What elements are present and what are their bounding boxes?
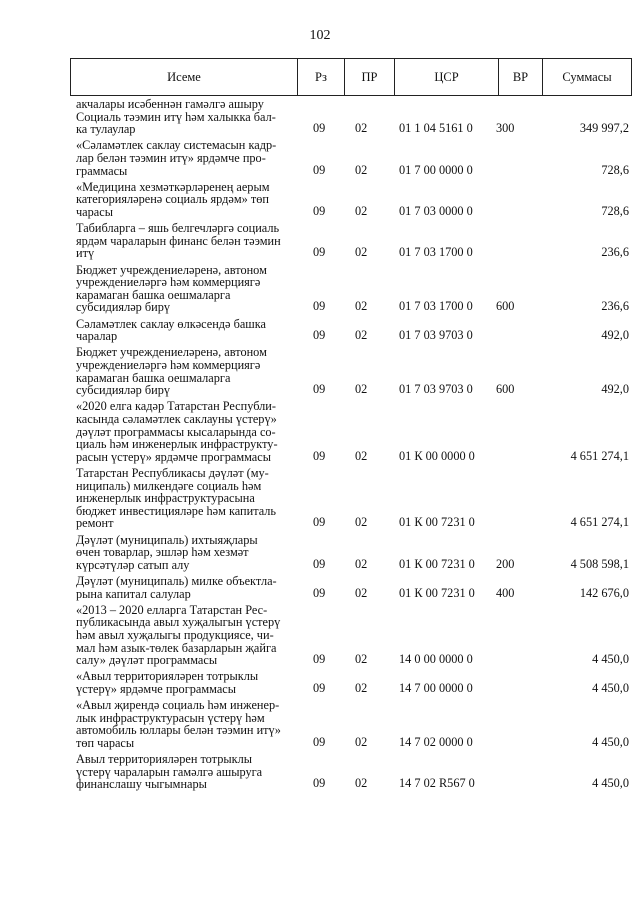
row-name: [76, 111, 294, 136]
row-rz: 09: [313, 556, 326, 571]
row-name-line: финанслашу чыгымнары: [76, 777, 207, 792]
row-sum: 4 651 274,1: [570, 515, 629, 530]
row-rz: 09: [313, 328, 326, 343]
row-csr: 01 К 00 0000 0: [399, 448, 475, 463]
row-name: [76, 264, 294, 314]
row-name-line: мал һәм азык-төлек базарларын җайга: [76, 640, 277, 655]
row-rz: 09: [313, 382, 326, 397]
page-number: 102: [309, 28, 331, 43]
row-pr: 02: [355, 121, 368, 136]
row-name: [76, 222, 294, 260]
row-csr: 14 0 00 0000 0: [399, 652, 473, 667]
row-pr: 02: [355, 203, 368, 218]
row-csr: 14 7 00 0000 0: [399, 680, 473, 695]
row-sum: 728,6: [601, 203, 629, 218]
row-name-line: «Авыл җирендә социаль һәм инженер-: [76, 698, 280, 713]
row-rz: 09: [313, 776, 326, 791]
row-vr: 600: [496, 299, 515, 314]
row-name-line: Дәүләт (муниципаль) ихтыяҗлары: [76, 532, 258, 547]
row-rz: 09: [313, 203, 326, 218]
row-name-line: автомобиль юллары белән тәэмин итү»: [76, 723, 281, 738]
row-name-line: Табибларга – яшь белгечләргә социаль: [76, 221, 280, 236]
row-name-line: «Медицина хезмәткәрләренең аерым: [76, 179, 270, 194]
row-vr: 200: [496, 556, 515, 571]
row-vr: 600: [496, 382, 515, 397]
row-sum: 4 450,0: [592, 734, 629, 749]
row-rz: 09: [313, 121, 326, 136]
row-name: [76, 139, 294, 177]
row-name-line: расын үстерү» ярдәмче программасы: [76, 449, 271, 464]
row-name: [76, 467, 294, 530]
row-name-line: чаралар: [76, 329, 118, 344]
row-pr: 02: [355, 245, 368, 260]
row-name-line: рына капитал салулар: [76, 586, 191, 601]
row-name-line: Бюджет учреждениеләренә, автоном: [76, 262, 267, 277]
row-name-line: итү: [76, 246, 95, 261]
row-pr: 02: [355, 556, 368, 571]
row-rz: 09: [313, 245, 326, 260]
row-name: [76, 98, 294, 111]
row-name-line: ниципаль) милкендәге социаль һәм: [76, 478, 262, 493]
row-name: [76, 699, 294, 749]
header-csr: ЦСР: [395, 59, 499, 95]
row-name: [76, 181, 294, 219]
row-rz: 09: [313, 162, 326, 177]
row-name-line: касында сәламәтлек саклауны үстерү»: [76, 411, 277, 426]
table-header: [70, 58, 632, 96]
row-rz: 09: [313, 515, 326, 530]
row-name-line: учреждениеләргә һәм коммерциягә: [76, 357, 261, 372]
row-name-line: өчен товарлар, эшләр һәм хезмәт: [76, 545, 249, 560]
row-name-line: Татарстан Республикасы дәүләт (му-: [76, 466, 269, 480]
row-name-line: граммасы: [76, 163, 128, 178]
row-name: [76, 604, 294, 667]
row-name-line: Сәламәтлек саклау өлкәсендә башка: [76, 316, 267, 331]
row-sum: 4 450,0: [592, 680, 629, 695]
row-name-line: күрсәтүләр сатып алу: [76, 557, 190, 572]
row-name-line: лар белән тәэмин итү» ярдәмче про-: [76, 150, 266, 165]
row-sum: 349 997,2: [579, 121, 629, 136]
row-csr: 01 7 03 1700 0: [399, 245, 473, 260]
row-name-line: субсидияләр бирү: [76, 383, 171, 398]
header-pr: ПР: [345, 59, 395, 95]
row-sum: 492,0: [601, 328, 629, 343]
row-name: [76, 346, 294, 396]
row-name-line: «2013 – 2020 елларга Татарстан Рес-: [76, 602, 268, 617]
row-pr: 02: [355, 382, 368, 397]
row-name-line: карамаган башка оешмаларга: [76, 370, 231, 385]
row-name-line: инженерлык инфраструктурасына: [76, 491, 255, 506]
row-csr: 01 1 04 5161 0: [399, 121, 473, 136]
row-csr: 01 К 00 7231 0: [399, 585, 475, 600]
row-vr: 400: [496, 585, 515, 600]
row-name-line: ка тулаулар: [76, 122, 136, 137]
row-name-line: үстерү» ярдәмче программасы: [76, 681, 236, 696]
row-name-line: «Сәламәтлек саклау системасын кадр-: [76, 138, 277, 153]
row-name-line: «Авыл территорияләрен тотрыклы: [76, 669, 259, 684]
row-name-line: Социаль тәэмин итү һәм халыкка бал-: [76, 109, 276, 124]
row-name-line: Бюджет учреждениеләренә, автоном: [76, 345, 267, 360]
row-sum: 492,0: [601, 382, 629, 397]
row-pr: 02: [355, 299, 368, 314]
row-sum: 4 508 598,1: [570, 556, 629, 571]
row-name: [76, 575, 294, 600]
row-pr: 02: [355, 734, 368, 749]
row-csr: 01 К 00 7231 0: [399, 556, 475, 571]
row-name-line: циаль һәм инженерлык инфраструкту-: [76, 437, 278, 452]
row-rz: 09: [313, 734, 326, 749]
row-rz: 09: [313, 299, 326, 314]
row-pr: 02: [355, 585, 368, 600]
row-csr: 01 К 00 7231 0: [399, 515, 475, 530]
row-rz: 09: [313, 652, 326, 667]
row-sum: 142 676,0: [579, 585, 629, 600]
row-name: [76, 670, 294, 695]
row-csr: 01 7 00 0000 0: [399, 162, 473, 177]
row-name-line: учреждениеләргә һәм коммерциягә: [76, 275, 261, 290]
row-name-line: субсидияләр бирү: [76, 300, 171, 315]
row-pr: 02: [355, 515, 368, 530]
row-sum: 236,6: [601, 299, 629, 314]
row-sum: 4 450,0: [592, 652, 629, 667]
header-vr: ВР: [499, 59, 543, 95]
row-pr: 02: [355, 652, 368, 667]
row-rz: 09: [313, 680, 326, 695]
row-name-line: акчалары исәбеннән гамәлгә ашыру: [76, 97, 264, 111]
row-name-line: дәүләт программасы кысаларында со-: [76, 424, 276, 439]
row-csr: 14 7 02 R567 0: [399, 776, 475, 791]
row-pr: 02: [355, 680, 368, 695]
row-pr: 02: [355, 328, 368, 343]
row-name-line: ремонт: [76, 516, 114, 531]
row-sum: 4 651 274,1: [570, 448, 629, 463]
row-csr: 01 7 03 9703 0: [399, 328, 473, 343]
row-csr: 01 7 03 9703 0: [399, 382, 473, 397]
row-name-line: чарасы: [76, 204, 113, 219]
header-sum: Суммасы: [562, 69, 612, 84]
row-rz: 09: [313, 448, 326, 463]
header-rz: Рз: [298, 59, 345, 95]
row-vr: 300: [496, 121, 515, 136]
row-name-line: төп чарасы: [76, 735, 135, 750]
row-name-line: категорияләренә социаль ярдәм» төп: [76, 192, 269, 207]
row-csr: 01 7 03 0000 0: [399, 203, 473, 218]
row-pr: 02: [355, 448, 368, 463]
row-name: [76, 534, 294, 572]
row-name-line: һәм авыл хуҗалыгы продукциясе, чи-: [76, 627, 274, 642]
row-csr: 14 7 02 0000 0: [399, 734, 473, 749]
row-pr: 02: [355, 162, 368, 177]
row-sum: 728,6: [601, 162, 629, 177]
row-name-line: публикасында авыл хуҗалыгын үстерү: [76, 615, 281, 630]
row-rz: 09: [313, 585, 326, 600]
row-name-line: карамаган башка оешмаларга: [76, 287, 231, 302]
row-name-line: бюджет инвестицияләре һәм капиталь: [76, 503, 277, 518]
row-name-line: Авыл территорияләрен тотрыклы: [76, 752, 252, 767]
row-name: [76, 318, 294, 343]
row-name-line: салу» дәүләт программасы: [76, 653, 218, 668]
row-name-line: Дәүләт (муниципаль) милке объектла-: [76, 574, 277, 588]
row-name-line: ярдәм чараларын финанс белән тәэмин: [76, 233, 281, 248]
row-sum: 4 450,0: [592, 776, 629, 791]
row-name-line: лык инфраструктурасын үстерү һәм: [76, 710, 265, 725]
header-name: Исеме: [71, 59, 298, 95]
row-sum: 236,6: [601, 245, 629, 260]
row-name-line: «2020 елга кадәр Татарстан Республи-: [76, 399, 276, 414]
row-name: [76, 753, 294, 791]
row-pr: 02: [355, 776, 368, 791]
row-name: [76, 400, 294, 463]
row-csr: 01 7 03 1700 0: [399, 299, 473, 314]
row-name-line: үстерү чараларын гамәлгә ашыруга: [76, 764, 263, 779]
